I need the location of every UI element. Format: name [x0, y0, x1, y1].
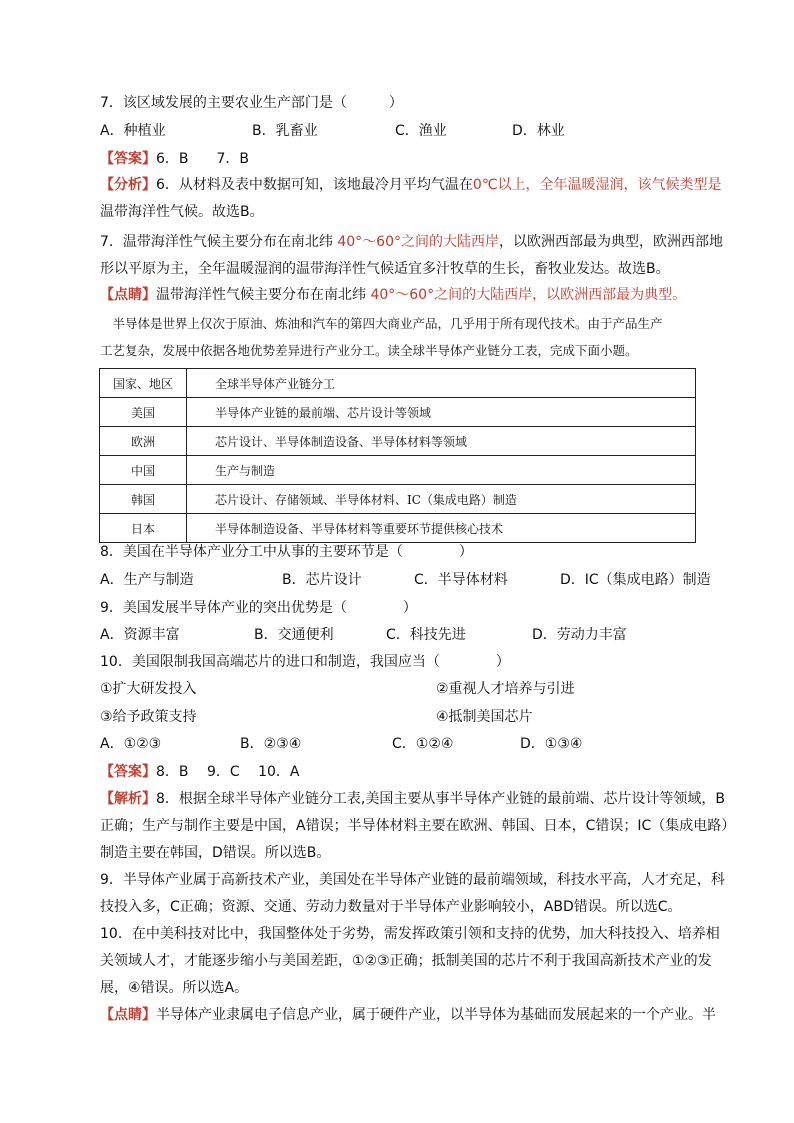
- explanation-tag: 【解析】: [100, 791, 156, 807]
- tip-tag: 【点睛】: [100, 1007, 156, 1023]
- option-8c: C．半导体材料: [414, 572, 508, 588]
- option-9b: B．交通便利: [254, 627, 334, 643]
- option-7d: D．林业: [512, 123, 565, 139]
- table-header-cell: 国家、地区: [100, 369, 187, 398]
- q10-item-3: ③给予政策支持: [100, 709, 197, 725]
- tip-highlight: 40°～60°之间的大陆西岸，以欧洲西部最为典型。: [366, 287, 687, 303]
- table-row: [100, 456, 696, 485]
- analysis-text: 6．从材料及表中数据可知，该地最冷月平均气温在: [156, 177, 473, 193]
- analysis-highlight: 40°～60°之间的大陆西岸: [332, 234, 499, 250]
- table-cell: 韩国: [100, 485, 187, 514]
- explanation-line-6: 10．在中美科技对比中，我国整体处于劣势，需发挥政策引领和支持的优势，加大科技投入、培养相: [100, 926, 720, 942]
- option-9a: A．资源丰富: [100, 627, 180, 643]
- option-8b: B．芯片设计: [282, 572, 362, 588]
- tip-1: [100, 284, 700, 306]
- table-cell: 芯片设计、存储领域、半导体材料、IC（集成电路）制造: [187, 485, 696, 514]
- answer-8-10: [100, 761, 700, 783]
- option-7a: A．种植业: [100, 123, 166, 139]
- tip-text: 温带海洋性气候主要分布在南北纬: [156, 287, 366, 303]
- table-row: [100, 398, 696, 427]
- analysis-tag: 【分析】: [100, 177, 156, 193]
- analysis-line-4: 形以平原为主，全年温暖湿润的温带海洋性气候适宜多汁牧草的生长，畜牧业发达。故选B。: [100, 261, 670, 277]
- table-cell: 半导体制造设备、半导体材料等重要环节提供核心技术: [187, 514, 696, 543]
- explanation-line-1: [100, 788, 725, 810]
- table-row: [100, 514, 696, 543]
- table-header-row: [100, 369, 696, 398]
- option-10b: B．②③④: [240, 736, 302, 752]
- answer-text: 6．B 7．B: [156, 151, 250, 167]
- answer-6-7: [100, 148, 700, 170]
- answer-tag: 【答案】: [100, 151, 156, 167]
- table-row: [100, 427, 696, 456]
- table-cell: 美国: [100, 398, 187, 427]
- option-10c: C．①②④: [392, 736, 454, 752]
- table-cell: 半导体产业链的最前端、芯片设计等领域: [187, 398, 696, 427]
- table-cell: 芯片设计、半导体制造设备、半导体材料等领域: [187, 427, 696, 456]
- explanation-line-2: 正确；生产与制作主要是中国，A错误；半导体材料主要在欧洲、韩国、日本，C错误；IC（集成电路）: [100, 818, 736, 834]
- analysis-text: ，以欧洲西部最为典型，欧洲西部地: [499, 234, 723, 250]
- option-10d: D．①③④: [520, 736, 583, 752]
- analysis-highlight: 0℃以上，全年温暖湿润，该气候类型是: [472, 177, 722, 193]
- answer-text: 8．B 9．C 10．A: [156, 764, 300, 780]
- question-7-stem: 7．该区域发展的主要农业生产部门是（ ）: [100, 95, 403, 111]
- tip-text: 半导体产业隶属电子信息产业，属于硬件产业，以半导体为基础而发展起来的一个产业。半: [156, 1007, 716, 1023]
- analysis-line-1: [100, 174, 722, 196]
- q10-item-1: ①扩大研发投入: [100, 681, 197, 697]
- option-7b: B．乳畜业: [252, 123, 318, 139]
- passage-line-2: 工艺复杂，发展中依据各地优势差异进行产业分工。读全球半导体产业链分工表，完成下面小题。: [100, 343, 638, 358]
- option-8a: A．生产与制造: [100, 572, 194, 588]
- passage-line-1: 半导体是世界上仅次于原油、炼油和汽车的第四大商业产品，几乎用于所有现代技术。由于产品生产: [100, 316, 663, 331]
- table-cell: 生产与制造: [187, 456, 696, 485]
- tip-tag: 【点睛】: [100, 287, 156, 303]
- explanation-line-3: 制造主要在韩国，D错误。所以选B。: [100, 845, 331, 861]
- analysis-text: 7．温带海洋性气候主要分布在南北纬: [100, 234, 333, 250]
- analysis-line-3: [100, 231, 723, 253]
- option-9d: D．劳动力丰富: [532, 627, 627, 643]
- table-cell: 中国: [100, 456, 187, 485]
- option-7c: C．渔业: [395, 123, 447, 139]
- table-cell: 日本: [100, 514, 187, 543]
- explanation-line-5: 技投入多，C正确；资源、交通、劳动力数量对于半导体产业影响较小，ABD错误。所以选C。: [100, 899, 682, 915]
- explanation-line-4: 9．半导体产业属于高新技术产业，美国处在半导体产业链的最前端领域，科技水平高，人才充足，科: [100, 872, 725, 888]
- analysis-line-2: 温带海洋性气候。故选B。: [100, 204, 264, 220]
- tip-2: [100, 1004, 716, 1026]
- industry-chain-table: [99, 368, 696, 543]
- answer-tag: 【答案】: [100, 764, 156, 780]
- table-row: [100, 485, 696, 514]
- question-8-stem: 8．美国在半导体产业分工中从事的主要环节是（ ）: [100, 544, 473, 560]
- question-10-stem: 10．美国限制我国高端芯片的进口和制造，我国应当（ ）: [100, 654, 510, 670]
- q10-item-2: ②重视人才培养与引进: [436, 681, 575, 697]
- option-10a: A．①②③: [100, 736, 162, 752]
- q10-item-4: ④抵制美国芯片: [436, 709, 533, 725]
- explanation-text: 8．根据全球半导体产业链分工表,美国主要从事半导体产业链的最前端、芯片设计等领域，B: [156, 791, 725, 807]
- question-9-stem: 9．美国发展半导体产业的突出优势是（ ）: [100, 600, 417, 616]
- option-9c: C．科技先进: [386, 627, 466, 643]
- option-8d: D．IC（集成电路）制造: [560, 572, 711, 588]
- explanation-line-7: 关领域人才，才能逐步缩小与美国差距，①②③正确；抵制美国的芯片不利于我国高新技术产业的发: [100, 953, 712, 969]
- table-header-cell: 全球半导体产业链分工: [187, 369, 696, 398]
- explanation-line-8: 展，④错误。所以选A。: [100, 980, 249, 996]
- table-cell: 欧洲: [100, 427, 187, 456]
